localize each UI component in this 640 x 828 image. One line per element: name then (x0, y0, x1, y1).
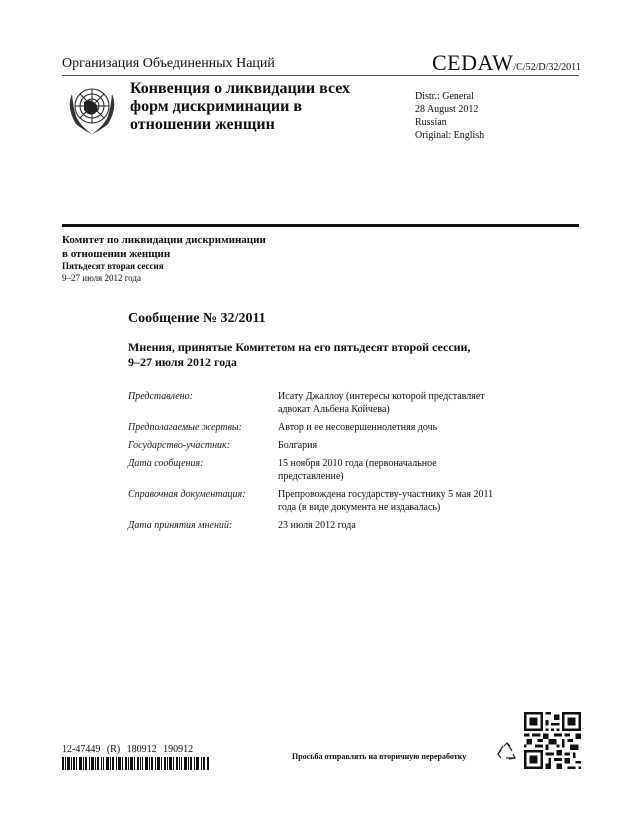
views-title-line: 9–27 июля 2012 года (128, 355, 237, 369)
qr-code-icon (524, 712, 581, 769)
details-row (128, 457, 498, 483)
convention-title-line: Конвенция о ликвидации всех (130, 80, 351, 97)
details-value: Болгария (278, 440, 318, 451)
symbol-sub: /C/52/D/32/2011 (513, 62, 581, 73)
details-row (128, 421, 498, 434)
organization-name: Организация Объединенных Наций (62, 56, 275, 71)
symbol-main: CEDAW (432, 50, 514, 75)
details-row (128, 488, 498, 514)
details-value: 23 июля 2012 года (278, 520, 356, 531)
committee-name-line: Комитет по ликвидации дискриминации (62, 234, 266, 246)
details-row (128, 519, 498, 532)
un-emblem-icon (64, 80, 120, 136)
distr-original: Original: English (415, 130, 485, 141)
session-name: Пятьдесят вторая сессия (62, 261, 164, 271)
details-label: Справочная документация: (128, 489, 246, 500)
details-label: Дата принятия мнений: (128, 520, 233, 531)
distribution-block (415, 90, 484, 142)
details-value: Автор и ее несовершеннолетняя дочь (278, 422, 438, 433)
details-value: Препровождена государству-участнику 5 мая 2011 года (в виде документа не издавалась) (278, 489, 494, 513)
details-value: Исату Джаллоу (интересы которой представляет адвокат Альбена Койчева) (278, 391, 485, 415)
details-value: 15 ноября 2010 года (первоначальное представление) (278, 458, 437, 482)
convention-title (130, 80, 390, 134)
committee-name-line: в отношении женщин (62, 248, 171, 260)
details-label: Представлено: (128, 391, 193, 402)
recycle-icon (497, 742, 517, 762)
barcode-icon (62, 757, 209, 770)
details-label: Дата сообщения: (128, 458, 204, 469)
details-label: Предполагаемые жертвы: (128, 422, 243, 433)
document-symbol (432, 50, 581, 76)
views-title (128, 340, 548, 370)
convention-title-line: отношении женщин (130, 116, 275, 133)
distr-language: Russian (415, 117, 447, 128)
details-label: Государство-участник: (128, 440, 231, 451)
recycle-note: Просьба отправлять на вторичную переработку (292, 752, 467, 761)
details-row (128, 390, 498, 416)
session-dates: 9–27 июля 2012 года (62, 273, 141, 283)
distr-label: Distr.: General (415, 91, 474, 102)
communication-title: Сообщение № 32/2011 (128, 311, 266, 326)
section-divider (62, 224, 579, 227)
committee-name (62, 233, 266, 261)
document-reference: 12-47449 (R) 180912 190912 (62, 744, 194, 755)
details-table (128, 390, 498, 537)
views-title-line: Мнения, принятые Комитетом на его пятьдесят второй сессии, (128, 340, 471, 354)
details-row (128, 439, 498, 452)
distr-date: 28 August 2012 (415, 104, 479, 115)
header-divider (62, 75, 579, 76)
convention-title-line: форм дискриминации в (130, 98, 303, 115)
